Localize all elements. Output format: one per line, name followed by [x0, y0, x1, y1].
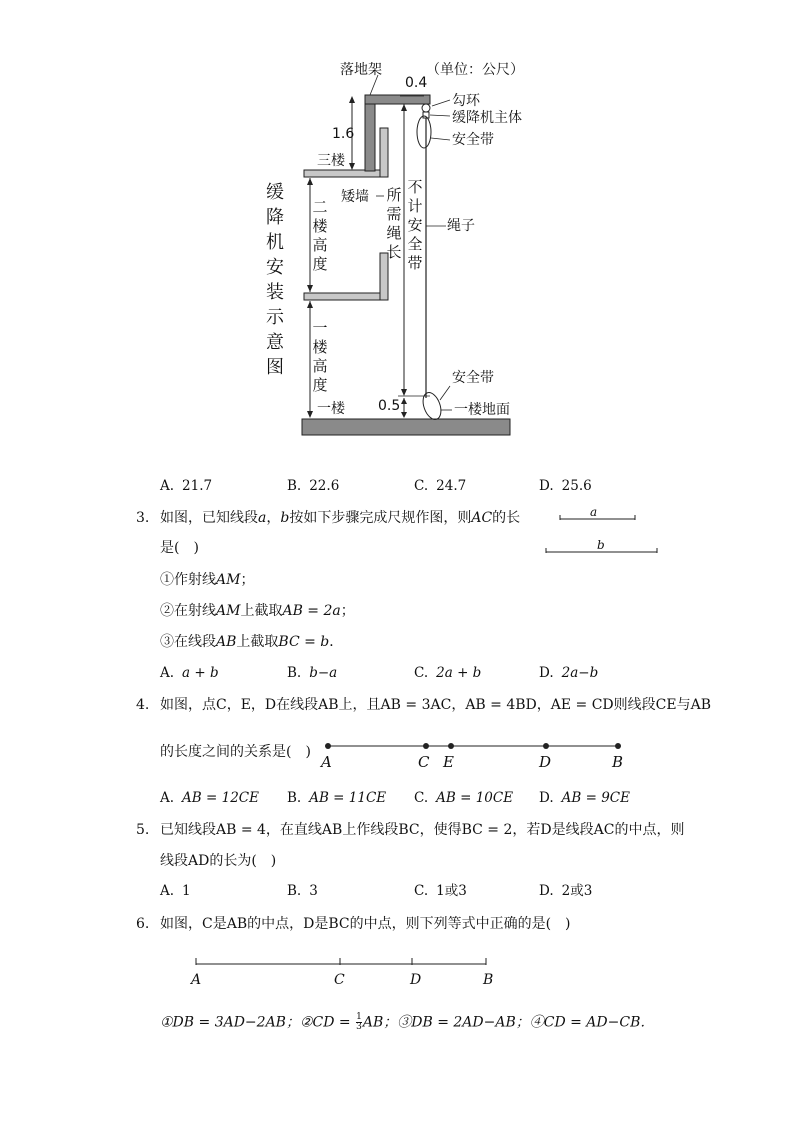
- q5-option-c[interactable]: C. 1或3: [414, 883, 467, 899]
- q3-line2: 是( ): [160, 540, 199, 556]
- label-floor1-short: 一楼: [317, 401, 345, 417]
- q4-point-b: B: [612, 753, 624, 771]
- q6-line1: 如图，C是AB的中点，D是BC的中点，则下列等式中正确的是( ): [160, 916, 571, 932]
- q3-step2: ②在射线AM上截取AB = 2a；: [160, 603, 355, 619]
- q3-line1: 如图，已知线段a，b按如下步骤完成尺规作图，则AC的长: [160, 510, 521, 526]
- q4-option-a[interactable]: A. AB = 12CE: [160, 790, 259, 806]
- floor2-slab: [304, 293, 388, 300]
- q5-option-d[interactable]: D. 2或3: [539, 883, 593, 899]
- belt-bottom-ellipse: [420, 390, 445, 422]
- q2-option-d[interactable]: D. 25.6: [539, 478, 592, 494]
- label-floor1-height: 一楼高度: [312, 319, 328, 394]
- q2-option-c[interactable]: C. 24.7: [414, 478, 467, 494]
- q6-point-b: B: [483, 972, 494, 988]
- label-hook: 勾环: [452, 93, 480, 109]
- figure-title-vertical: 缓降机安装示意图: [266, 182, 284, 378]
- label-1.6: 1.6: [332, 126, 355, 142]
- q3-option-b[interactable]: B. b−a: [287, 665, 338, 681]
- label-ground: 一楼地面: [454, 402, 510, 418]
- q5-line1: 已知线段AB = 4，在直线AB上作线段BC，使得BC = 2，若D是线段AC的中点，则: [160, 822, 685, 838]
- q4-point-d: D: [539, 753, 552, 771]
- label-frame: 落地架: [340, 62, 382, 78]
- q3-step3: ③在线段AB上截取BC = b．: [160, 634, 344, 650]
- q4-option-c[interactable]: C. AB = 10CE: [414, 790, 514, 806]
- q4-number: 4.: [136, 697, 150, 713]
- q5-option-a[interactable]: A. 1: [160, 883, 191, 899]
- q5-line2: 线段AD的长为( ): [160, 853, 277, 869]
- label-rope: 绳子: [447, 218, 475, 234]
- label-unit: （单位：公尺）: [426, 62, 524, 78]
- q3-option-d[interactable]: D. 2a−b: [539, 665, 599, 681]
- q6-number: 6.: [136, 916, 150, 932]
- q3-segments-figure: [540, 508, 740, 558]
- frame-vertical: [365, 95, 375, 171]
- label-0.4: 0.4: [405, 75, 428, 91]
- lowwall-floor3: [380, 128, 388, 177]
- label-body: 缓降机主体: [452, 110, 522, 126]
- q4-line1: 如图，点C，E，D在线段AB上，且AB = 3AC，AB = 4BD，AE = CD则线段CE与AB: [160, 697, 711, 713]
- q2-option-b[interactable]: B. 22.6: [287, 478, 340, 494]
- label-belt-bottom: 安全带: [452, 370, 494, 386]
- q3-option-a[interactable]: A. a + b: [160, 665, 219, 681]
- label-lowwall: 矮墙: [341, 189, 369, 205]
- q2-option-a[interactable]: A. 21.7: [160, 478, 213, 494]
- q6-point-a: A: [191, 972, 202, 988]
- label-no-belt: 不计安全带: [407, 178, 423, 272]
- q4-option-b[interactable]: B. AB = 11CE: [287, 790, 387, 806]
- belt-top-ellipse: [417, 116, 431, 148]
- label-belt-top: 安全带: [452, 132, 494, 148]
- q4-point-c: C: [418, 753, 430, 771]
- q3-option-c[interactable]: C. 2a + b: [414, 665, 482, 681]
- q6-point-c: C: [334, 972, 345, 988]
- q3-label-b: b: [597, 538, 605, 552]
- label-0.5: 0.5: [378, 398, 401, 414]
- q3-number: 3.: [136, 510, 150, 526]
- q4-line2: 的长度之间的关系是( ): [160, 744, 311, 760]
- q5-option-b[interactable]: B. 3: [287, 883, 318, 899]
- q3-step1: ①作射线AM；: [160, 572, 255, 588]
- q3-label-a: a: [590, 505, 598, 519]
- q6-segment-figure: [190, 956, 510, 976]
- q4-point-e: E: [443, 753, 454, 771]
- q5-number: 5.: [136, 822, 150, 838]
- label-required-rope: 所需绳长: [386, 186, 402, 261]
- hook-ring: [422, 104, 430, 112]
- q6-point-d: D: [410, 972, 422, 988]
- ground-slab: [302, 419, 510, 435]
- label-floor3: 三楼: [317, 153, 345, 169]
- q6-statements: ①DB = 3AD−2AB；②CD = $\frac{1}{3}$ AB；③DB = 2AD−AB；④CD = AD−CB．: [160, 1012, 655, 1032]
- q4-point-a: A: [321, 753, 332, 771]
- label-floor2-height: 二楼高度: [312, 198, 328, 273]
- q4-option-d[interactable]: D. AB = 9CE: [539, 790, 630, 806]
- q4-segment-figure: [320, 738, 640, 758]
